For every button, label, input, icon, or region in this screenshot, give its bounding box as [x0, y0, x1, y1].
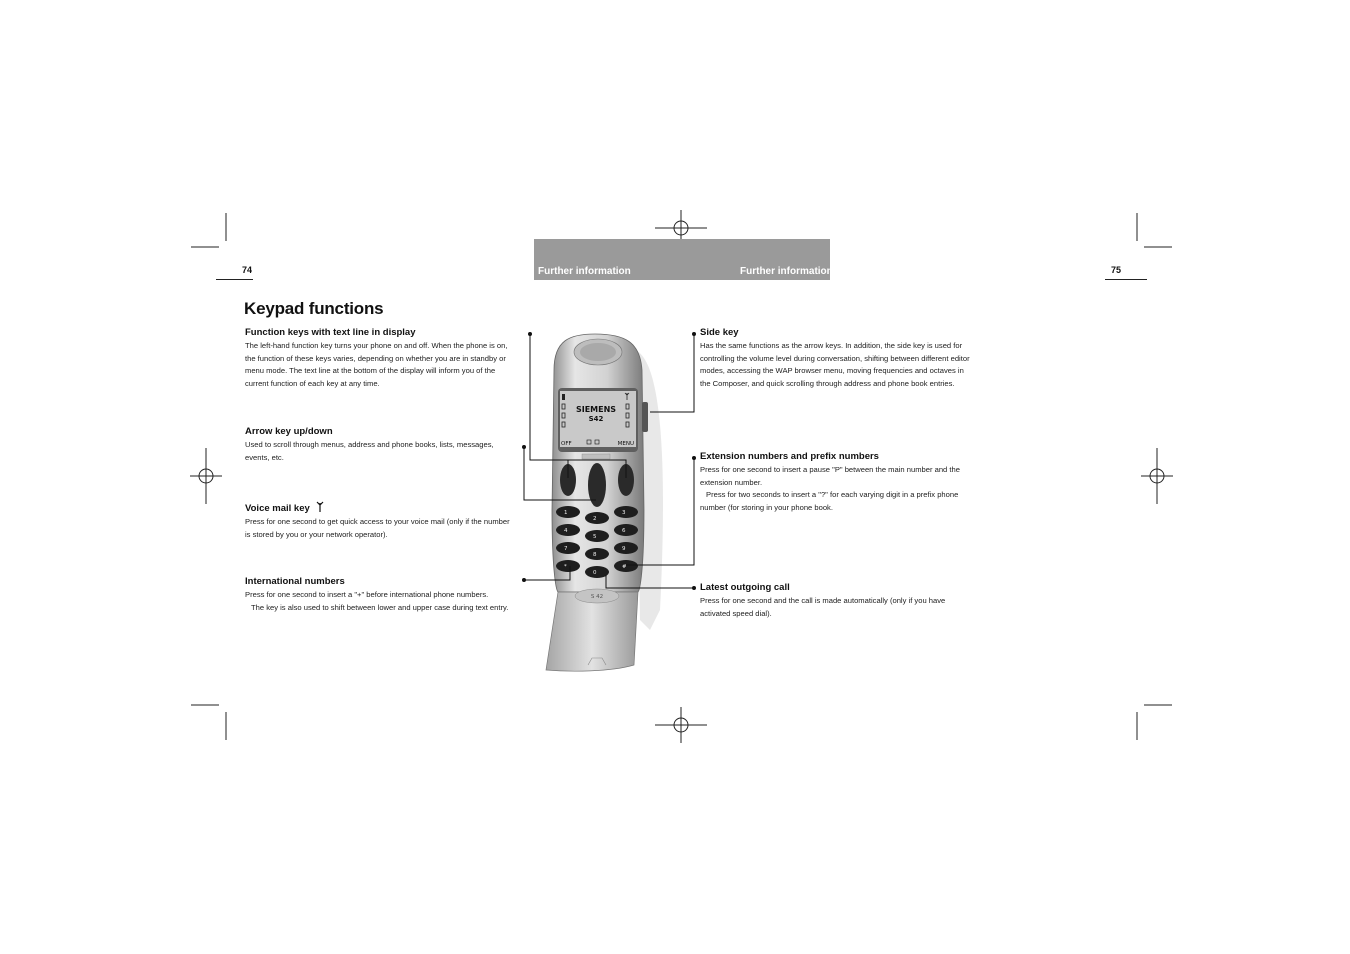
flip-model-label: S 42: [590, 594, 604, 600]
key-label: 1: [564, 510, 568, 516]
section-body: [700, 595, 972, 620]
section-body: [245, 589, 515, 614]
paragraph: The left-hand function key turns your phone on and off. When the phone is on, the function of these keys varies, depending on whether you are in standby or menu mode. The text line at the bottom of the display will inform you of the current function of each key at any time.: [245, 341, 508, 388]
right-page-number: 75: [1111, 265, 1122, 275]
phone-graphic: [540, 330, 670, 675]
section-heading: Side key: [700, 327, 739, 338]
section-heading: Latest outgoing call: [700, 582, 790, 593]
section-extension-numbers: [700, 451, 972, 514]
section-function-keys: [245, 327, 515, 390]
section-body: [245, 516, 515, 541]
display-softkey-left: OFF: [561, 441, 572, 447]
key-label: 8: [593, 552, 597, 558]
phone-illustration: [540, 330, 670, 675]
key-label: 6: [622, 528, 626, 534]
paragraph: The key is also used to shift between lower and upper case during text entry.: [251, 602, 509, 612]
key-label: 9: [622, 546, 626, 552]
section-heading-row: [245, 501, 515, 514]
section-body: [245, 340, 515, 390]
paragraph: Press for one second to insert a "+" before international phone numbers.: [245, 590, 489, 599]
section-heading: International numbers: [245, 576, 345, 587]
key-label: 4: [564, 528, 568, 534]
display-softkey-right: MENU: [617, 441, 634, 447]
display-model: S42: [588, 415, 604, 423]
section-voice-mail: [245, 501, 515, 541]
display-brand: SIEMENS: [575, 405, 617, 414]
paragraph: Press for one second to get quick access to your voice mail (only if the number is stored by you or your network operator).: [245, 517, 510, 539]
key-label: #: [622, 564, 627, 570]
key-label: 0: [593, 570, 597, 576]
paragraph: Has the same functions as the arrow keys. In addition, the side key is used for controlling the volume level during conversation, shifting between different editor modes, accessing the WAP browser menu, moving frequencies and octaves in the Composer, and quick scrolling through address and phone book entries.: [700, 341, 970, 388]
key-label: 2: [593, 516, 597, 522]
paragraph: Press for one second and the call is made automatically (only if you have activated speed dial).: [700, 596, 946, 618]
page-title: Keypad functions: [244, 299, 384, 318]
right-page-rule: [1105, 279, 1147, 280]
section-body: [700, 464, 972, 514]
key-label: *: [564, 564, 567, 570]
section-body: [700, 340, 972, 390]
section-heading: Arrow key up/down: [245, 426, 333, 437]
section-side-key: [700, 327, 972, 390]
left-page-number: 74: [242, 265, 253, 275]
section-arrow-key: [245, 426, 515, 464]
section-heading: Extension numbers and prefix numbers: [700, 451, 879, 462]
left-section-title: Further information: [538, 266, 631, 277]
key-label: 7: [564, 546, 568, 552]
voicemail-antenna-icon: [316, 501, 324, 512]
section-international: [245, 576, 515, 614]
section-heading: Function keys with text line in display: [245, 327, 416, 338]
paragraph: Press for one second to insert a pause "P" between the main number and the extension number.: [700, 465, 960, 487]
key-label: 5: [593, 534, 597, 540]
paragraph: Used to scroll through menus, address and phone books, lists, messages, events, etc.: [245, 440, 494, 462]
paragraph: Press for two seconds to insert a "?" for each varying digit in a prefix phone number (for storing in your phone book.: [700, 490, 959, 512]
left-page-rule: [216, 279, 253, 280]
key-label: 3: [622, 510, 626, 516]
section-body: [245, 439, 515, 464]
section-heading: Voice mail key: [245, 503, 310, 514]
section-latest-call: [700, 582, 972, 620]
right-section-title: Further information: [740, 266, 833, 277]
